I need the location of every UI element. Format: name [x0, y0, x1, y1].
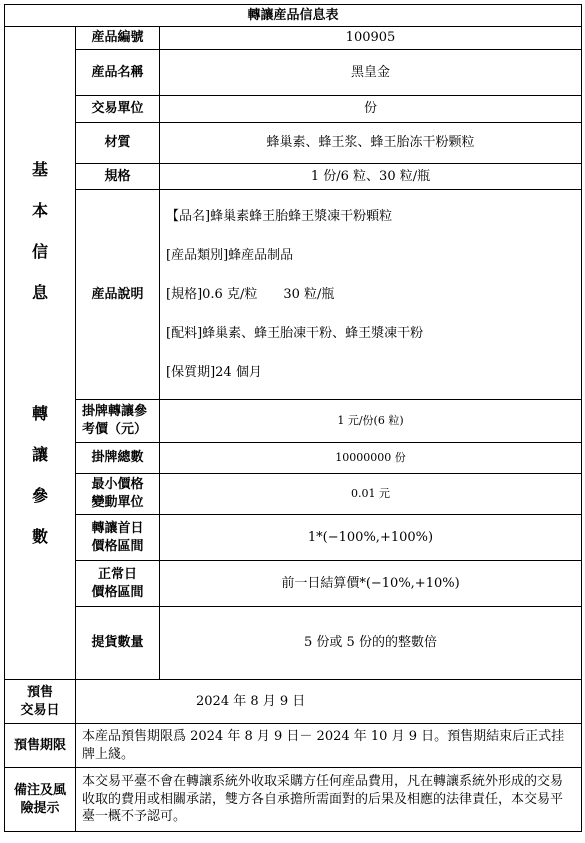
spec-label: 規格 — [76, 164, 160, 190]
label-line: 險提示 — [20, 800, 60, 816]
label-line: 轉讓首日 — [91, 520, 144, 536]
spec-value: 1 份/6 粒、30 粒/瓶 — [160, 164, 582, 190]
section-basic-char: 本 — [31, 201, 48, 220]
label-line: 預售 — [26, 684, 53, 700]
label-line: 交易日 — [20, 702, 60, 718]
label-line: 考價（元） — [82, 422, 148, 437]
table-title: 轉讓産品信息表 — [5, 5, 582, 27]
material-value: 蜂巢素、蜂王浆、蜂王胎冻干粉颗粒 — [160, 123, 582, 164]
presale-period-value: 本産品預售期限爲 2024 年 8 月 9 日－ 2024 年 10 月 9 日。預售期結束后正式挂牌上綫。 — [76, 724, 582, 768]
label-line: 最小價格 — [91, 477, 144, 493]
section-transfer-char: 數 — [31, 527, 48, 546]
description-line: [産品類別]蜂産品制品 — [166, 248, 294, 263]
section-basic-char: 息 — [31, 283, 48, 302]
section-labels — [5, 27, 76, 680]
normal-day-range-value: 前一日結算價*(−10%,+10%) — [160, 561, 582, 607]
product-name-label: 産品名稱 — [76, 50, 160, 96]
min-price-unit-label — [76, 474, 160, 515]
product-code-value: 100905 — [160, 27, 582, 50]
first-day-range-label — [76, 515, 160, 561]
section-transfer-char: 讓 — [31, 445, 48, 464]
trade-unit-label: 交易單位 — [76, 96, 160, 123]
product-info-table — [4, 4, 582, 832]
label-line: 變動單位 — [91, 495, 144, 510]
label-line: 價格區間 — [91, 584, 144, 600]
normal-day-range-label — [76, 561, 160, 607]
remarks-value: 本交易平臺不會在轉讓系統外收取采購方任何産品費用，凡在轉讓系統外形成的交易收取的費用或相關承諾，雙方各自承擔所需面對的后果及相應的法律責任，本交易平臺一概不予認可。 — [76, 768, 582, 832]
section-basic-info — [11, 149, 69, 313]
label-line: 掛牌轉讓參 — [82, 404, 148, 420]
description-line: [配料]蜂巢素、蜂王胎凍干粉、蜂王漿凍干粉 — [166, 326, 424, 341]
section-transfer-params — [11, 393, 69, 557]
label-line: 備注及風 — [13, 782, 66, 798]
listing-total-label: 掛牌總數 — [76, 443, 160, 474]
delivery-qty-label: 提貨數量 — [76, 607, 160, 680]
presale-period-label: 預售期限 — [5, 724, 76, 768]
product-name-value: 黑皇金 — [160, 50, 582, 96]
listing-ref-price-label — [76, 400, 160, 443]
trade-unit-value: 份 — [160, 96, 582, 123]
remarks-label — [5, 768, 76, 832]
label-line: 價格區間 — [91, 538, 144, 554]
description-line: [保質期]24 個月 — [166, 365, 262, 380]
presale-trade-day-value: 2024 年 8 月 9 日 — [76, 680, 582, 724]
material-label: 材質 — [76, 123, 160, 164]
description-label: 産品說明 — [76, 190, 160, 400]
first-day-range-value: 1*(−100%,+100%) — [160, 515, 582, 561]
description-line: [規格]0.6 克/粒 30 粒/瓶 — [166, 287, 335, 302]
product-code-label: 産品編號 — [76, 27, 160, 50]
min-price-unit-value: 0.01 元 — [160, 474, 582, 515]
presale-trade-day-label — [5, 680, 76, 724]
section-transfer-char: 參 — [31, 486, 48, 505]
section-basic-char: 信 — [31, 242, 48, 261]
section-basic-char: 基 — [31, 160, 48, 179]
listing-total-value: 10000000 份 — [160, 443, 582, 474]
description-value — [160, 190, 582, 400]
delivery-qty-value: 5 份或 5 份的的整數倍 — [160, 607, 582, 680]
description-line: 【品名]蜂巢素蜂王胎蜂王漿凍干粉顆粒 — [166, 209, 393, 224]
listing-ref-price-value: 1 元/份(6 粒) — [160, 400, 582, 443]
label-line: 正常日 — [97, 566, 137, 582]
section-transfer-char: 轉 — [31, 404, 48, 423]
